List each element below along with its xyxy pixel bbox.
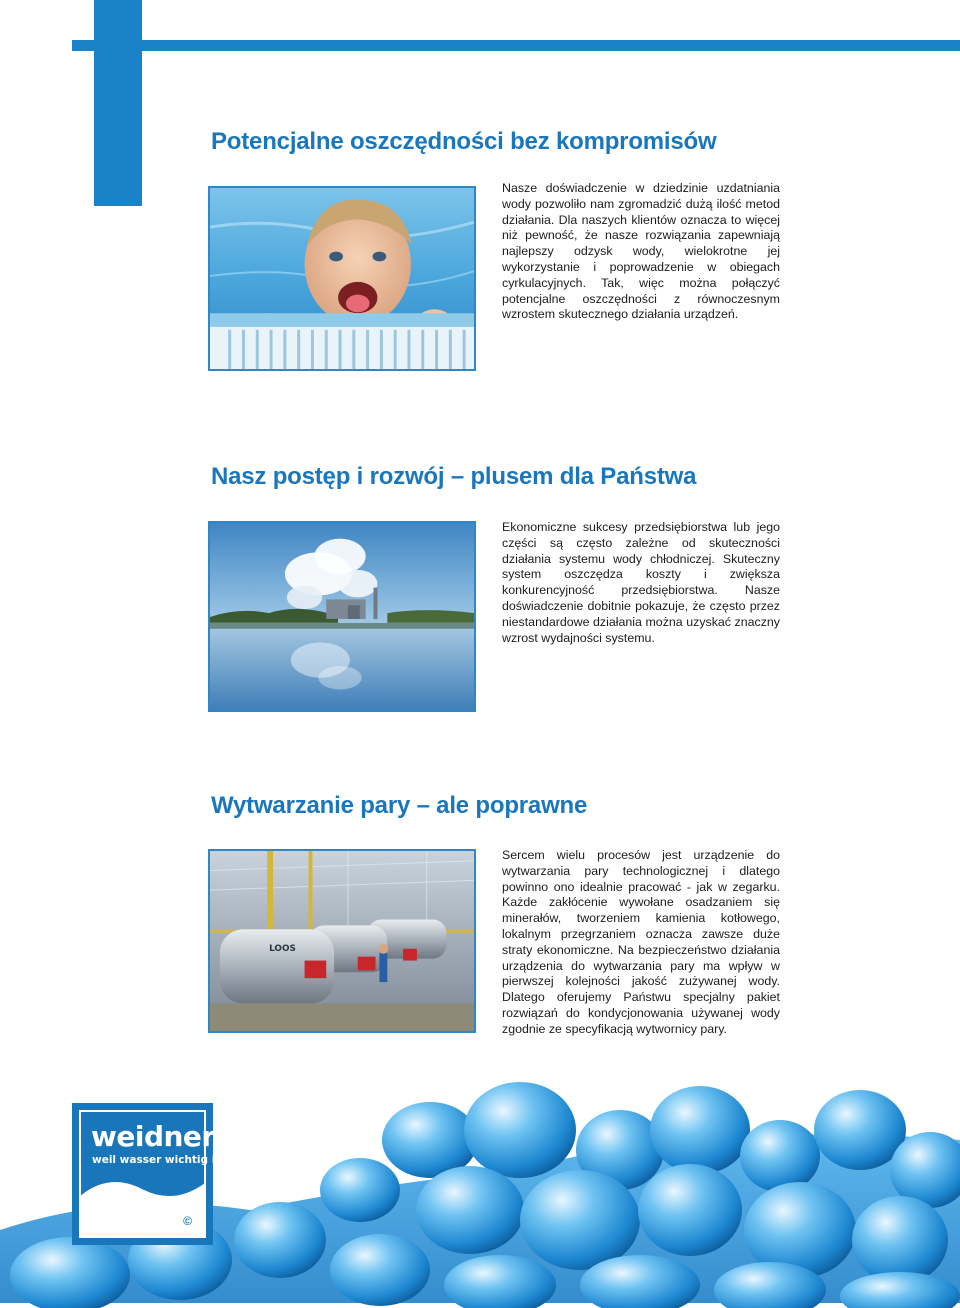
weidner-logo [72,1103,227,1245]
boiler-label: LOOS [269,943,296,954]
section1-paragraph: Nasze doświadczenie w dziedzinie uzdatniania wody pozwoliło nam zgromadzić dużą ilość metod działania. Dla naszych klientów oznacza to więcej niż pewność, że nasze rozwiązania zapewniają najlepszy odzysk wody, wielokrotne jej wykorzystanie i poprowadzenie w obiegach cyrkulacyjnych. Tak, więc można połączyć potencjalne oszczędności z równoczesnym wzrostem skutecznego działania urządzeń. [502,181,780,322]
section3-paragraph: Sercem wielu procesów jest urządzenie do wytwarzania pary technologicznej i dlatego powinno ono idealnie pracować - jak w zegarku. Każde zakłócenie wywołane osadzaniem się minerałów, tworzeniem kamienia kotłowego, lokalnym przegrzaniem oznacza zawsze duże straty ekonomiczne. Na bezpieczeństwo działania urządzenia do wytwarzania pary ma wpływ w pierwszej kolejności jakość zużywanej wody. Dlatego oferujemy Państwu specjalny pakiet rozwiązań do kondycjonowania używanej wody zgodnie ze specyfikacją wytwornicy pary. [502,848,780,1036]
logo-frame [79,1110,227,1238]
power-plant-lake-photo [208,521,476,712]
section2-paragraph: Ekonomiczne sukcesy przedsiębiorstwa lub jego części są często zależne od skuteczności działania systemu wody chłodniczej. Skuteczny system oszczędza koszty i zwiększa konkurencyjność przedsiębiorstwa. Nasze doświadczenie dobitnie pokazuje, że często przez niestandardowe działania można uzyskać znaczny wzrost wydajności systemu. [502,520,780,645]
section2-heading: Nasz postęp i rozwój – plusem dla Państwa [211,463,697,490]
brand-vertical-bar [94,0,142,206]
logo-name: weidner [91,1120,215,1153]
copyright-mark: © [183,1214,192,1228]
section1-heading: Potencjalne oszczędności bez kompromisów [211,128,717,155]
brand-horizontal-bar [72,40,960,51]
section3-heading: Wytwarzanie pary – ale poprawne [211,792,588,819]
logo-tagline: weil wasser wichtig ist [92,1154,227,1166]
steam-boiler-room-photo [208,849,476,1033]
child-in-pool-photo [208,186,476,371]
